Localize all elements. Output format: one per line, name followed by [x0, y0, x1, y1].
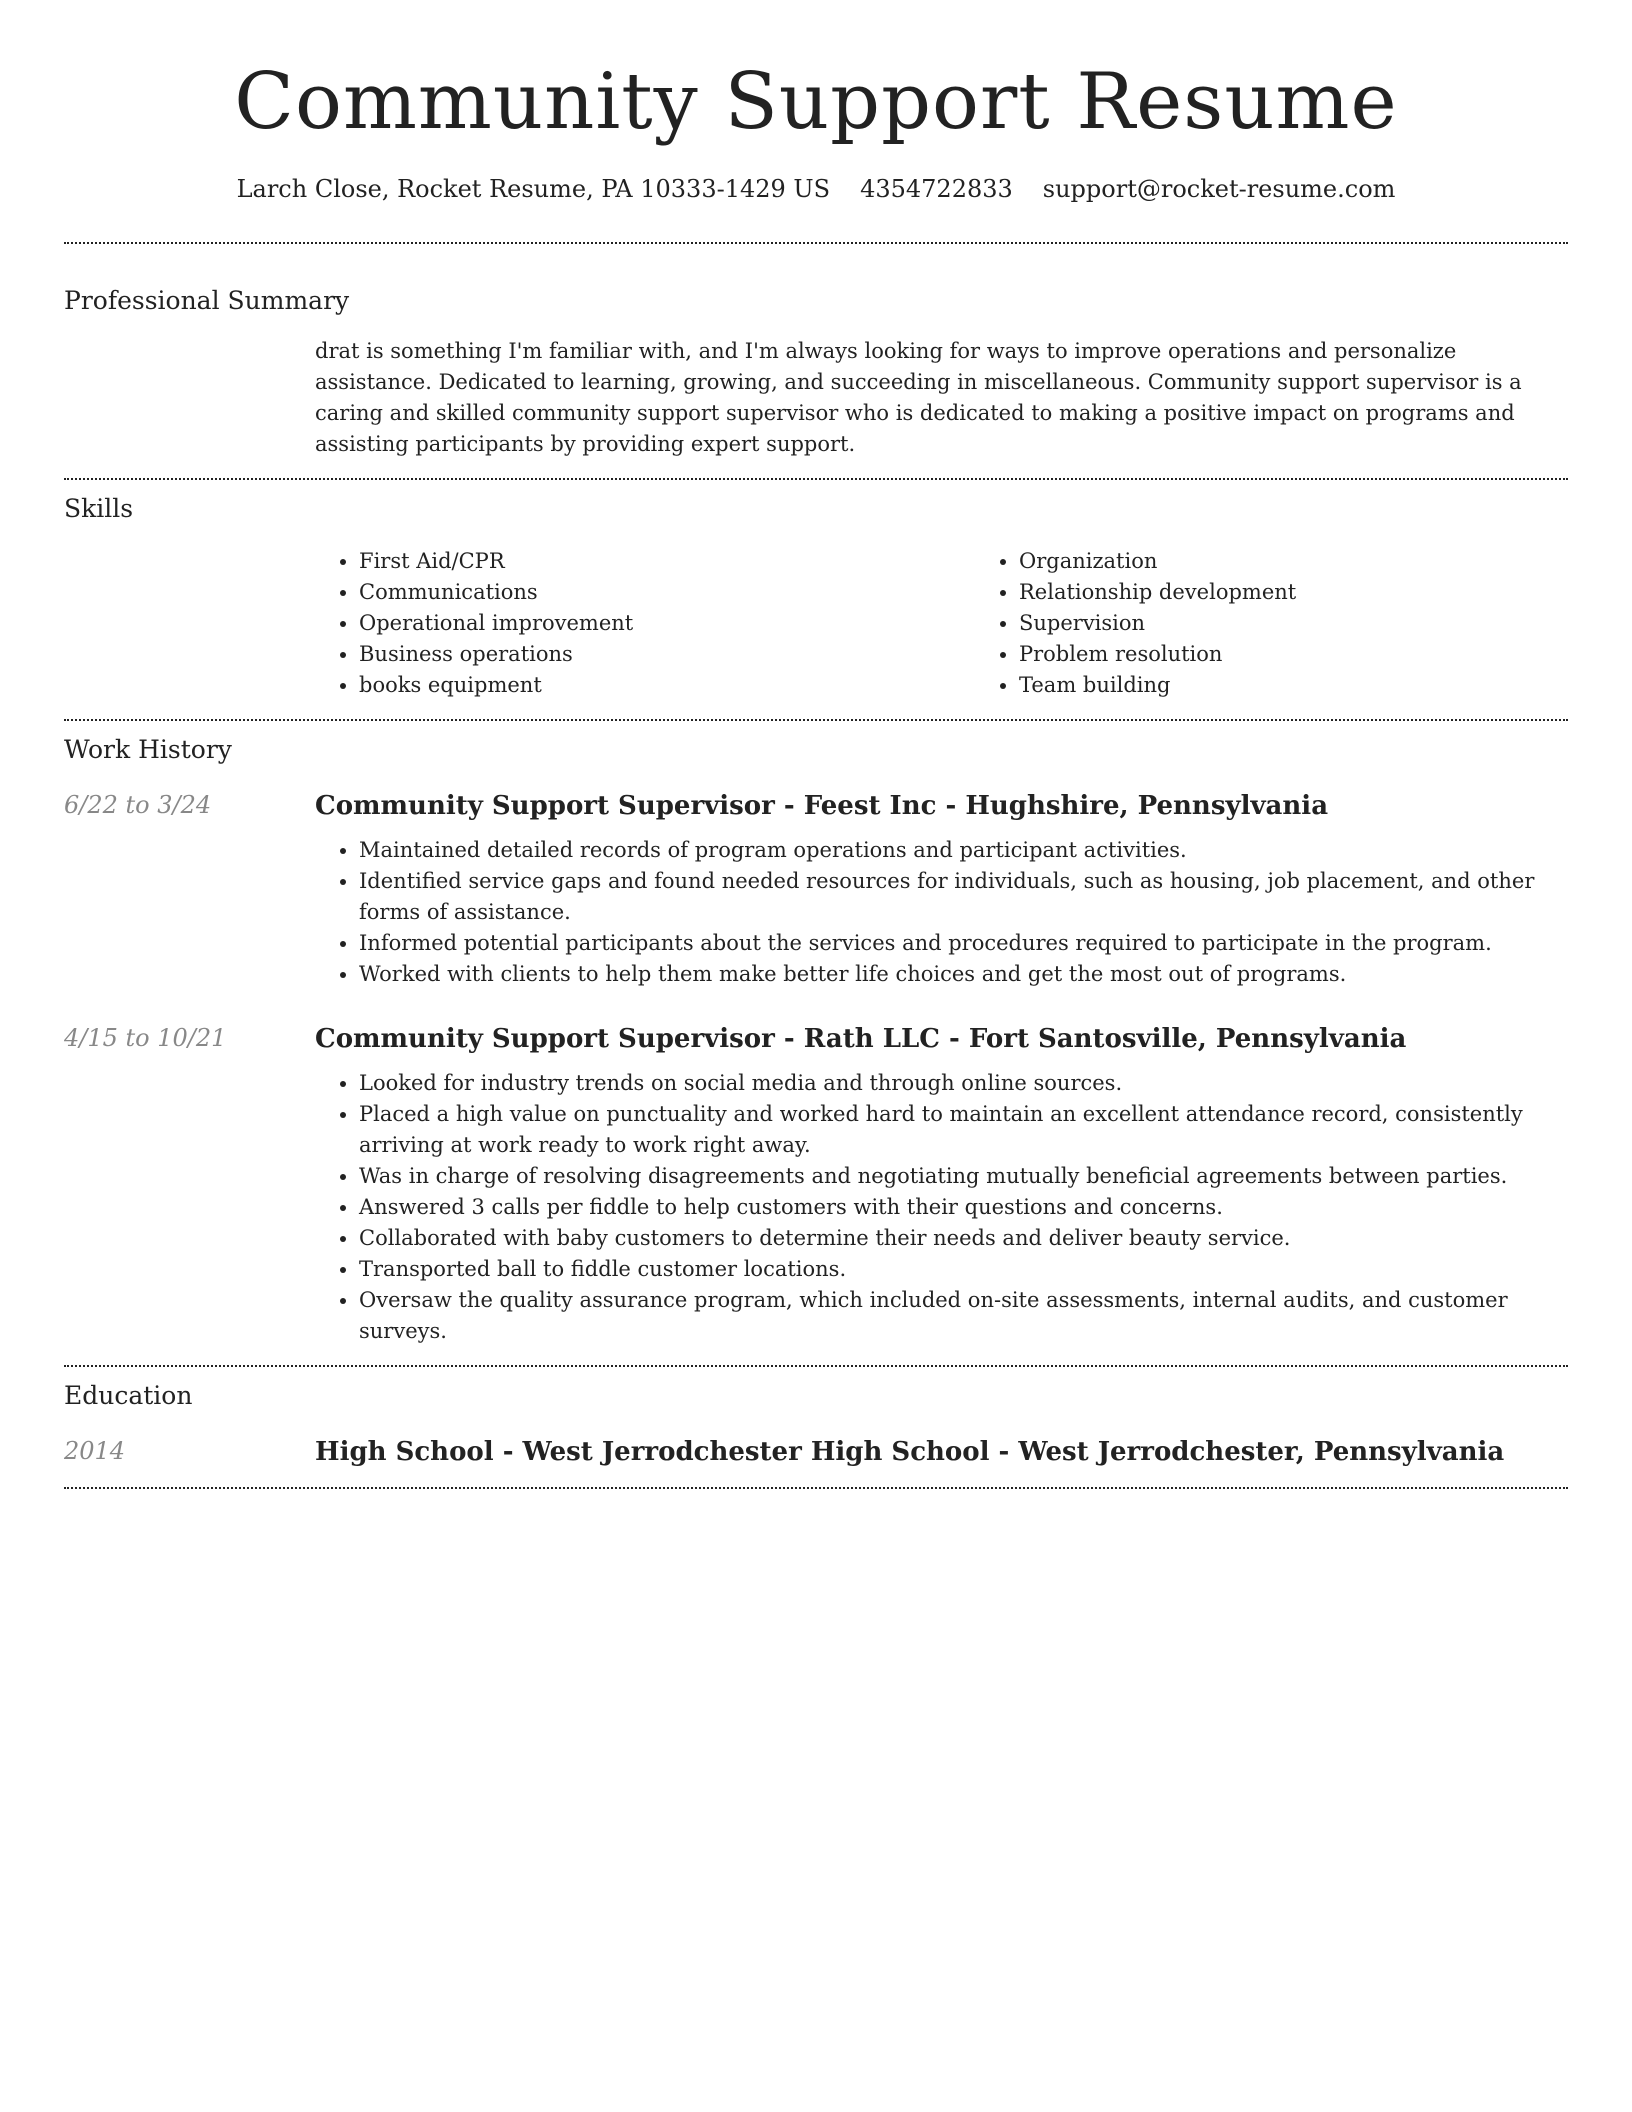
skill-item: • Supervision: [1019, 608, 1632, 639]
job-bullet: • Transported ball to fiddle customer locations.: [359, 1254, 1568, 1285]
job-entry: [64, 767, 1568, 990]
summary-heading: Professional Summary: [64, 286, 350, 315]
job-dates: 4/15 to 10/21: [64, 1024, 227, 1052]
job-bullet: • Answered 3 calls per fiddle to help customers with their questions and concerns.: [359, 1192, 1568, 1223]
education-year: 2014: [64, 1437, 126, 1465]
skills-heading: Skills: [64, 494, 134, 523]
job-bullet: • Maintained detailed records of program operations and participant activities.: [359, 835, 1568, 866]
job-bullets: [315, 823, 1568, 990]
job-bullet: • Worked with clients to help them make better life choices and get the most out of programs.: [359, 959, 1568, 990]
work-heading: Work History: [64, 735, 232, 764]
job-title: Community Support Supervisor - Feest Inc - Hughshire, Pennsylvania: [315, 791, 1329, 821]
job-bullet: • Placed a high value on punctuality and worked hard to maintain an excellent attendance record, consistently arriving at work ready to work right away.: [359, 1099, 1568, 1161]
skill-item: • Operational improvement: [359, 608, 975, 639]
job-dates: 6/22 to 3/24: [64, 791, 212, 819]
skills-list-right: [975, 546, 1632, 701]
summary-row: [64, 318, 1568, 478]
section-divider: [64, 1487, 1568, 1489]
skill-item: • Organization: [1019, 546, 1632, 577]
skill-item: • First Aid/CPR: [359, 546, 975, 577]
job-bullet: • Oversaw the quality assurance program, which included on-site assessments, internal audits, and customer surveys.: [359, 1285, 1568, 1347]
job-title: Community Support Supervisor - Rath LLC - Fort Santosville, Pennsylvania: [315, 1024, 1407, 1054]
job-bullet: • Informed potential participants about the services and procedures required to participate in the program.: [359, 928, 1568, 959]
contact-email: support@rocket-resume.com: [1042, 175, 1396, 203]
job-entry: [64, 990, 1568, 1365]
contact-line: [64, 172, 1568, 206]
education-title: High School - West Jerrodchester High School - West Jerrodchester, Pennsylvania: [315, 1437, 1505, 1467]
skills-list-left: [315, 546, 975, 701]
skill-item: • Relationship development: [1019, 577, 1632, 608]
contact-address: Larch Close, Rocket Resume, PA 10333-1429 US: [236, 175, 831, 203]
job-bullet: • Collaborated with baby customers to determine their needs and deliver beauty service.: [359, 1223, 1568, 1254]
resume-title: Community Support Resume: [234, 57, 1398, 147]
skills-section: [64, 480, 1568, 719]
education-entry: [64, 1413, 1568, 1487]
skill-item: • Communications: [359, 577, 975, 608]
job-bullets: [315, 1056, 1568, 1365]
skills-row: [64, 526, 1568, 719]
skill-item: • Business operations: [359, 639, 975, 670]
contact-phone: 4354722833: [860, 175, 1013, 203]
summary-text: drat is something I'm familiar with, and I'm always looking for ways to improve operations and personalize assistance. Dedicated to learning, growing, and succeeding in miscellaneous. Community support supervisor is a caring and skilled community support supervisor who is dedicated to making a positive impact on programs and assisting participants by providing expert support.: [315, 339, 1522, 456]
education-section: [64, 1367, 1568, 1487]
job-bullet: • Was in charge of resolving disagreements and negotiating mutually beneficial agreements between parties.: [359, 1161, 1568, 1192]
education-heading: Education: [64, 1381, 193, 1410]
summary-section: [64, 244, 1568, 478]
job-bullet: • Looked for industry trends on social media and through online sources.: [359, 1068, 1568, 1099]
work-section: [64, 721, 1568, 1365]
skill-item: • Team building: [1019, 670, 1632, 701]
skill-item: • books equipment: [359, 670, 975, 701]
skill-item: • Problem resolution: [1019, 639, 1632, 670]
job-bullet: • Identified service gaps and found needed resources for individuals, such as housing, job placement, and other forms of assistance.: [359, 866, 1568, 928]
